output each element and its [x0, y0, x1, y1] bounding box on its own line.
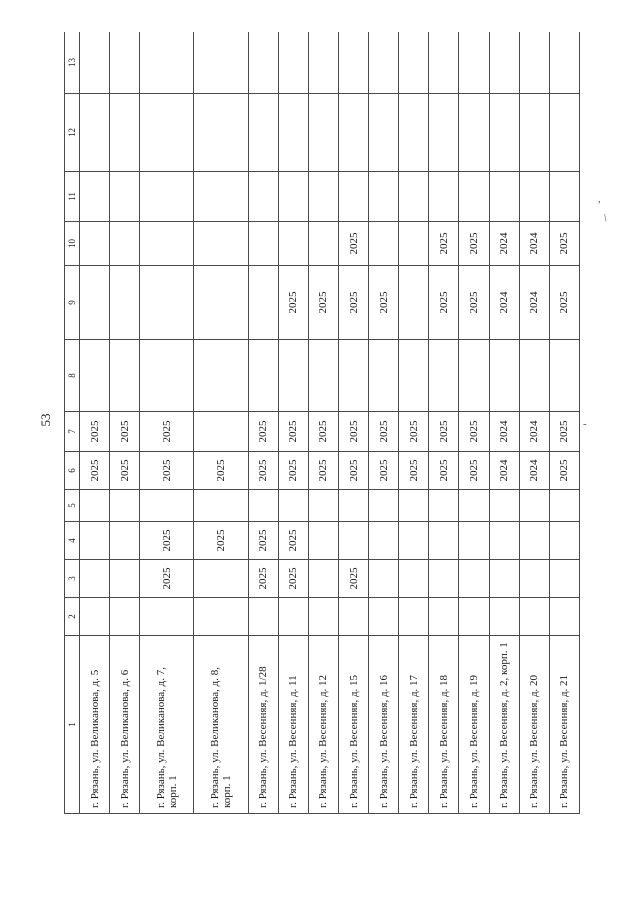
year-cell [278, 172, 308, 222]
year-cell [140, 94, 194, 172]
year-cell: 2024 [519, 266, 549, 340]
year-cell: 2025 [429, 222, 459, 266]
year-cell [248, 340, 278, 412]
year-cell [338, 522, 368, 560]
year-cell [519, 340, 549, 412]
year-cell [519, 560, 549, 598]
column-header-3: 3 [65, 560, 80, 598]
address-cell: г. Рязань, ул. Великанова, д. 5 [80, 636, 110, 814]
year-cell [489, 32, 519, 94]
year-cell [248, 172, 278, 222]
year-cell [278, 598, 308, 636]
year-cell [549, 172, 579, 222]
year-cell: 2025 [140, 522, 194, 560]
year-cell: 2025 [308, 452, 338, 490]
year-cell [80, 490, 110, 522]
year-cell [399, 32, 429, 94]
year-cell [549, 340, 579, 412]
year-cell [194, 172, 248, 222]
year-cell [308, 32, 338, 94]
year-cell [489, 94, 519, 172]
year-cell: 2025 [80, 452, 110, 490]
year-cell: 2025 [369, 266, 399, 340]
year-cell [194, 340, 248, 412]
table-row [549, 32, 579, 814]
year-cell: 2025 [459, 222, 489, 266]
year-cell [338, 598, 368, 636]
year-cell [489, 490, 519, 522]
address-cell: г. Рязань, ул. Великанова, д. 6 [110, 636, 140, 814]
year-cell: 2024 [489, 452, 519, 490]
year-cell: 2025 [278, 522, 308, 560]
year-cell: 2025 [248, 560, 278, 598]
year-cell: 2025 [248, 522, 278, 560]
year-cell [549, 598, 579, 636]
year-cell [519, 490, 549, 522]
year-cell [80, 266, 110, 340]
address-cell: г. Рязань, ул. Весенняя, д. 20 [519, 636, 549, 814]
year-cell: 2024 [489, 412, 519, 452]
year-cell: 2025 [459, 266, 489, 340]
year-cell [429, 560, 459, 598]
address-cell: г. Рязань, ул. Весенняя, д. 17 [399, 636, 429, 814]
year-cell [248, 94, 278, 172]
year-cell [80, 94, 110, 172]
year-cell: 2025 [429, 412, 459, 452]
year-cell [459, 172, 489, 222]
year-cell: 2025 [459, 452, 489, 490]
year-cell [110, 266, 140, 340]
column-header-10: 10 [65, 222, 80, 266]
column-header-5: 5 [65, 490, 80, 522]
year-cell [549, 560, 579, 598]
year-cell: 2025 [140, 452, 194, 490]
year-cell: 2024 [519, 412, 549, 452]
year-cell [338, 32, 368, 94]
data-table [64, 32, 580, 814]
year-cell [194, 94, 248, 172]
year-cell [248, 490, 278, 522]
stray-mark: - [583, 418, 587, 430]
year-cell [140, 172, 194, 222]
year-cell [369, 490, 399, 522]
year-cell [489, 598, 519, 636]
year-cell [369, 340, 399, 412]
year-cell [248, 222, 278, 266]
table-row [338, 32, 368, 814]
year-cell [140, 32, 194, 94]
year-cell [140, 598, 194, 636]
year-cell [459, 490, 489, 522]
year-cell [519, 598, 549, 636]
table-row [110, 32, 140, 814]
table-row [429, 32, 459, 814]
table-row [278, 32, 308, 814]
year-cell: 2025 [399, 412, 429, 452]
year-cell [429, 598, 459, 636]
year-cell: 2024 [519, 222, 549, 266]
year-cell [338, 490, 368, 522]
address-cell: г. Рязань, ул. Весенняя, д. 21 [549, 636, 579, 814]
year-cell: 2024 [489, 266, 519, 340]
year-cell [399, 266, 429, 340]
address-cell: г. Рязань, ул. Великанова, д. 8, корп. 1 [194, 636, 248, 814]
address-cell: г. Рязань, ул. Весенняя, д. 12 [308, 636, 338, 814]
year-cell [399, 222, 429, 266]
address-cell: г. Рязань, ул. Весенняя, д. 18 [429, 636, 459, 814]
year-cell [248, 266, 278, 340]
year-cell [308, 490, 338, 522]
year-cell [140, 266, 194, 340]
year-cell [140, 490, 194, 522]
table-row [459, 32, 489, 814]
table-row [248, 32, 278, 814]
year-cell [429, 32, 459, 94]
year-cell [369, 172, 399, 222]
column-header-11: 11 [65, 172, 80, 222]
year-cell [194, 32, 248, 94]
year-cell: 2025 [338, 452, 368, 490]
year-cell [308, 172, 338, 222]
year-cell [399, 522, 429, 560]
year-cell [110, 222, 140, 266]
year-cell: 2025 [549, 452, 579, 490]
year-cell: 2025 [369, 412, 399, 452]
year-cell [369, 598, 399, 636]
year-cell [110, 598, 140, 636]
year-cell [549, 490, 579, 522]
year-cell [519, 172, 549, 222]
stray-mark: , [598, 193, 601, 205]
address-cell: г. Рязань, ул. Весенняя, д. 19 [459, 636, 489, 814]
column-header-9: 9 [65, 266, 80, 340]
year-cell: 2025 [110, 412, 140, 452]
year-cell [308, 522, 338, 560]
year-cell [308, 340, 338, 412]
year-cell [110, 490, 140, 522]
year-cell [459, 340, 489, 412]
year-cell: 2025 [369, 452, 399, 490]
table-row [194, 32, 248, 814]
year-cell [459, 32, 489, 94]
year-cell: 2025 [278, 266, 308, 340]
year-cell: 2025 [278, 560, 308, 598]
year-cell [248, 32, 278, 94]
address-cell: г. Рязань, ул. Весенняя, д. 16 [369, 636, 399, 814]
year-cell [549, 94, 579, 172]
year-cell: 2025 [278, 452, 308, 490]
year-cell: 2025 [549, 266, 579, 340]
table-row [80, 32, 110, 814]
year-cell [308, 560, 338, 598]
year-cell [549, 522, 579, 560]
year-cell [429, 340, 459, 412]
year-cell [278, 490, 308, 522]
year-cell [429, 522, 459, 560]
year-cell [110, 32, 140, 94]
year-cell [399, 94, 429, 172]
year-cell: 2025 [549, 222, 579, 266]
year-cell: 2025 [338, 412, 368, 452]
column-header-4: 4 [65, 522, 80, 560]
year-cell: 2025 [429, 452, 459, 490]
year-cell [140, 222, 194, 266]
year-cell [519, 94, 549, 172]
year-cell [519, 522, 549, 560]
table-row [369, 32, 399, 814]
address-cell: г. Рязань, ул. Весенняя, д. 11 [278, 636, 308, 814]
year-cell: 2025 [80, 412, 110, 452]
year-cell: 2024 [519, 452, 549, 490]
year-cell [399, 490, 429, 522]
year-cell [80, 340, 110, 412]
column-header-2: 2 [65, 598, 80, 636]
year-cell [80, 598, 110, 636]
year-cell [80, 172, 110, 222]
year-cell [338, 94, 368, 172]
year-cell [278, 340, 308, 412]
table-row [519, 32, 549, 814]
rotated-table-frame [64, 32, 580, 814]
year-cell [399, 172, 429, 222]
year-cell: 2025 [110, 452, 140, 490]
year-cell [399, 560, 429, 598]
address-cell: г. Рязань, ул. Весенняя, д. 1/28 [248, 636, 278, 814]
year-cell [459, 522, 489, 560]
year-cell [110, 560, 140, 598]
table-row [489, 32, 519, 814]
year-cell [140, 340, 194, 412]
year-cell [369, 32, 399, 94]
year-cell [110, 340, 140, 412]
year-cell [399, 598, 429, 636]
year-cell: 2025 [338, 266, 368, 340]
year-cell [80, 222, 110, 266]
column-header-7: 7 [65, 412, 80, 452]
year-cell [519, 32, 549, 94]
year-cell [429, 172, 459, 222]
year-cell [278, 222, 308, 266]
year-cell [399, 340, 429, 412]
year-cell [429, 490, 459, 522]
year-cell [80, 32, 110, 94]
year-cell [248, 598, 278, 636]
year-cell [80, 560, 110, 598]
column-header-13: 13 [65, 32, 80, 94]
address-cell: г. Рязань, ул. Великанова, д. 7, корп. 1 [140, 636, 194, 814]
year-cell [110, 522, 140, 560]
year-cell [278, 94, 308, 172]
header-row [65, 32, 80, 814]
year-cell [429, 94, 459, 172]
year-cell [110, 172, 140, 222]
year-cell: 2025 [549, 412, 579, 452]
year-cell [338, 340, 368, 412]
table-row [399, 32, 429, 814]
year-cell [308, 222, 338, 266]
year-cell: 2025 [338, 222, 368, 266]
year-cell [459, 560, 489, 598]
year-cell [489, 560, 519, 598]
page-number: 53 [38, 413, 53, 427]
year-cell [194, 412, 248, 452]
table-row [140, 32, 194, 814]
year-cell: 2025 [194, 522, 248, 560]
year-cell [194, 560, 248, 598]
table-row [308, 32, 338, 814]
year-cell: 2025 [399, 452, 429, 490]
year-cell [369, 560, 399, 598]
year-cell [369, 522, 399, 560]
year-cell: 2025 [308, 412, 338, 452]
year-cell: 2025 [248, 412, 278, 452]
year-cell [194, 222, 248, 266]
year-cell: 2025 [140, 560, 194, 598]
year-cell [369, 222, 399, 266]
year-cell: 2025 [459, 412, 489, 452]
column-header-8: 8 [65, 340, 80, 412]
address-cell: г. Рязань, ул. Весенняя, д. 2, корп. 1 [489, 636, 519, 814]
table-container [64, 32, 580, 814]
year-cell: 2024 [489, 222, 519, 266]
column-header-12: 12 [65, 94, 80, 172]
year-cell: 2025 [140, 412, 194, 452]
year-cell [308, 94, 338, 172]
year-cell [194, 490, 248, 522]
year-cell [194, 266, 248, 340]
year-cell: 2025 [338, 560, 368, 598]
stray-mark: / [601, 212, 610, 224]
year-cell: 2025 [308, 266, 338, 340]
year-cell [549, 32, 579, 94]
year-cell [308, 598, 338, 636]
year-cell [338, 172, 368, 222]
year-cell [194, 598, 248, 636]
year-cell [278, 32, 308, 94]
column-header-6: 6 [65, 452, 80, 490]
year-cell: 2025 [194, 452, 248, 490]
year-cell [369, 94, 399, 172]
year-cell [459, 598, 489, 636]
year-cell [110, 94, 140, 172]
table-body [80, 32, 580, 814]
year-cell: 2025 [248, 452, 278, 490]
column-header-1: 1 [65, 636, 80, 814]
address-cell: г. Рязань, ул. Весенняя, д. 15 [338, 636, 368, 814]
year-cell [489, 522, 519, 560]
year-cell [459, 94, 489, 172]
year-cell [80, 522, 110, 560]
year-cell [489, 172, 519, 222]
year-cell: 2025 [429, 266, 459, 340]
year-cell [489, 340, 519, 412]
year-cell: 2025 [278, 412, 308, 452]
